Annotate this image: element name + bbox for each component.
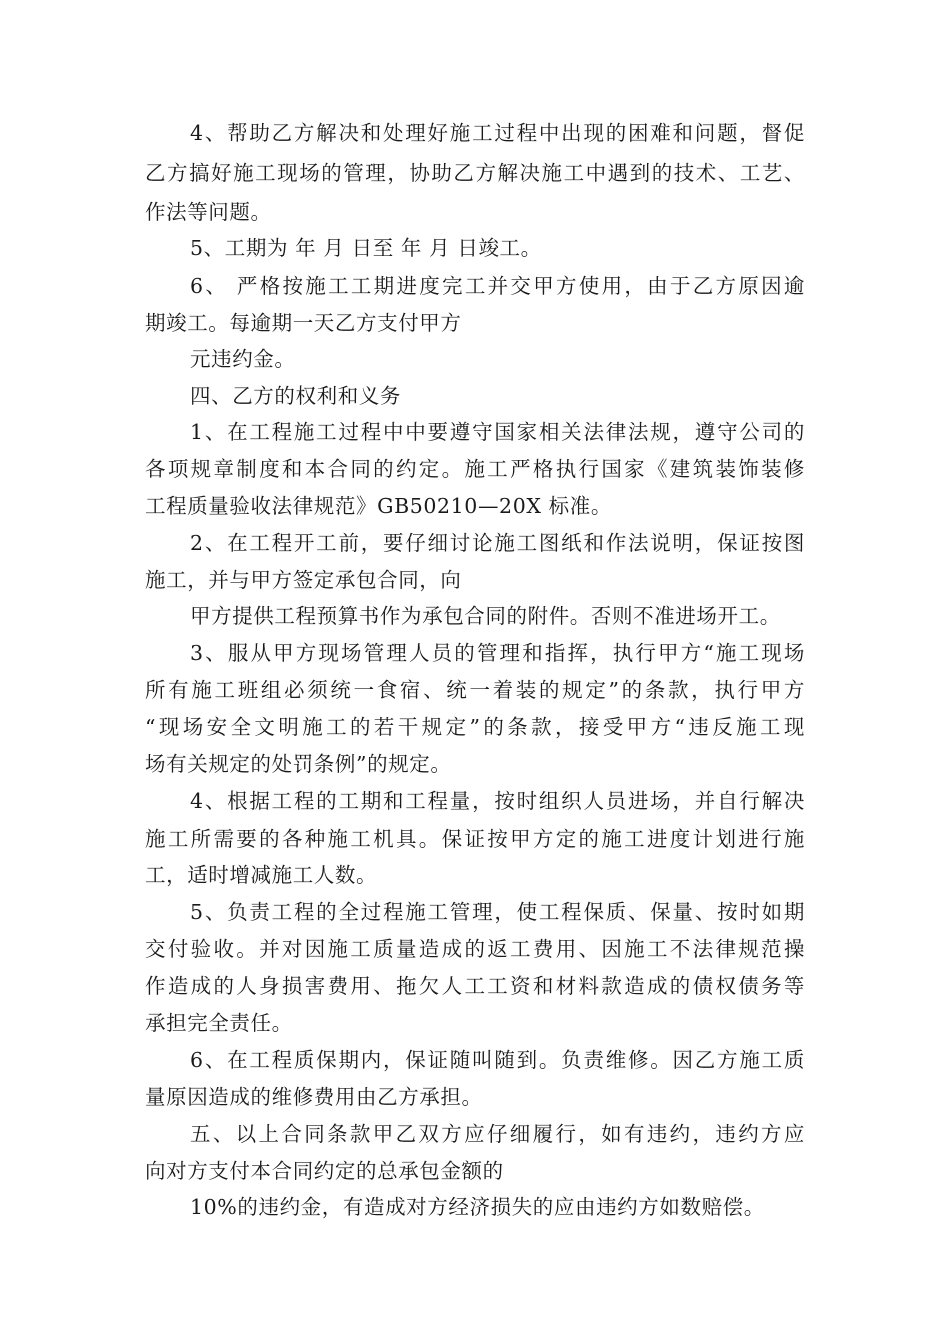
text-line: 乙方搞好施工现场的管理，协助乙方解决施工中遇到的技术、工艺、 [145,161,805,185]
text-line: 交付验收。并对因施工质量造成的返工费用、因施工不法律规范操 [145,937,805,961]
text-line: “现场安全文明施工的若干规定”的条款，接受甲方“违反施工现 [145,715,805,739]
text-line: 承担完全责任。 [145,1011,293,1035]
text-line: 场有关规定的处罚条例”的规定。 [145,752,452,776]
text-line: 4、根据工程的工期和工程量，按时组织人员进场，并自行解决 [190,789,805,813]
text-line: 5、工期为 年 月 日至 年 月 日竣工。 [190,236,542,260]
text-line: 6、 严格按施工工期进度完工并交甲方使用，由于乙方原因逾 [190,274,805,298]
text-line: 向对方支付本合同约定的总承包金额的 [145,1159,504,1183]
text-line: 作法等问题。 [145,200,272,224]
text-line: 所有施工班组必须统一食宿、统一着装的规定”的条款，执行甲方 [145,678,805,702]
text-line: 作造成的人身损害费用、拖欠人工工资和材料款造成的债权债务等 [145,974,805,998]
text-line: 4、帮助乙方解决和处理好施工过程中出现的困难和问题，督促 [190,121,805,145]
section-heading: 五、以上合同条款甲乙双方应仔细履行，如有违约，违约方应 [190,1122,805,1146]
text-line: 各项规章制度和本合同的约定。施工严格执行国家《建筑装饰装修 [145,457,805,481]
text-line: 甲方提供工程预算书作为承包合同的附件。否则不准进场开工。 [190,604,781,628]
text-line: 期竣工。每逾期一天乙方支付甲方 [145,311,462,335]
text-line: 量原因造成的维修费用由乙方承担。 [145,1085,483,1109]
text-line: 工，适时增减施工人数。 [145,863,378,887]
text-line: 施工所需要的各种施工机具。保证按甲方定的施工进度计划进行施 [145,827,805,851]
text-line: 1、在工程施工过程中中要遵守国家相关法律法规，遵守公司的 [190,420,805,444]
text-line: 2、在工程开工前，要仔细讨论施工图纸和作法说明，保证按图 [190,531,805,555]
text-line: 5、负责工程的全过程施工管理，使工程保质、保量、按时如期 [190,900,805,924]
text-line: 3、服从甲方现场管理人员的管理和指挥，执行甲方“施工现场 [190,641,805,665]
text-line: 10%的违约金，有造成对方经济损失的应由违约方如数赔偿。 [190,1195,765,1219]
text-line: 元违约金。 [190,347,296,371]
text-line: 施工，并与甲方签定承包合同，向 [145,568,462,592]
section-heading: 四、乙方的权利和义务 [190,384,401,408]
text-line: 工程质量验收法律规范》GB50210—20X 标准。 [145,494,612,518]
text-line: 6、在工程质保期内，保证随叫随到。负责维修。因乙方施工质 [190,1048,805,1072]
